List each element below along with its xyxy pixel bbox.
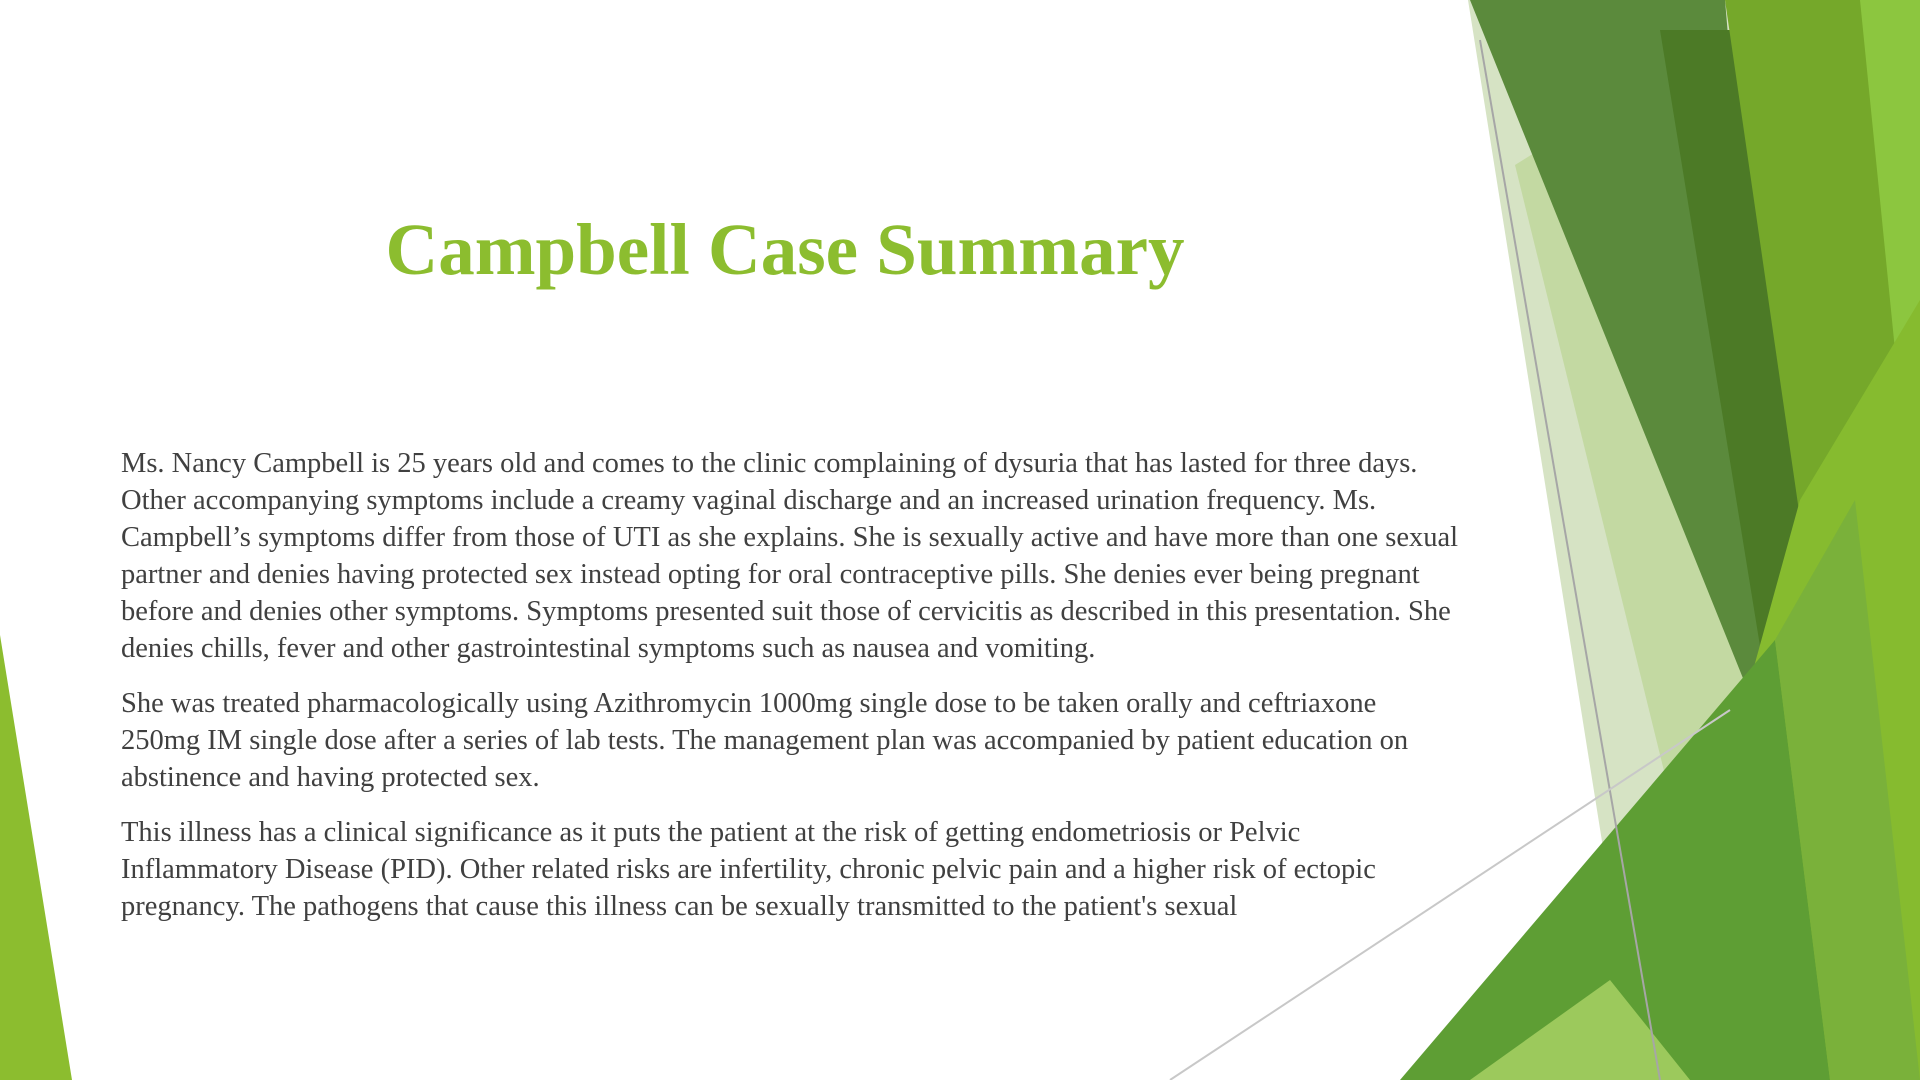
slide-body [121,445,1461,943]
slide-title: Campbell Case Summary [385,209,1185,290]
paragraph-treatment: She was treated pharmacologically using Azithromycin 1000mg single dose to be taken orally and ceftriaxone 250mg IM single dose after a series of lab tests. The management plan was accompanied by patient education on abstinence and having protected sex. [121,688,1409,793]
left-green-facet [0,635,72,1080]
paragraph-case-history: Ms. Nancy Campbell is 25 years old and comes to the clinic complaining of dysuria that has lasted for three days. Other accompanying symptoms include a creamy vaginal discharge and an increased urination frequency. Ms. Campbell’s symptoms differ from those of UTI as she explains. She is sexually active and have more than one sexual partner and denies having protected sex instead opting for oral contraceptive pills. She denies ever being pregnant before and denies other symptoms. Symptoms presented suit those of cervicitis as described in this presentation. She denies chills, fever and other gastrointestinal symptoms such as nausea and vomiting. [121,448,1459,664]
paragraph-clinical-significance: This illness has a clinical significance as it puts the patient at the risk of getting endometriosis or Pelvic Inflammatory Disease (PID). Other related risks are infertility, chronic pelvic pain and a higher risk of ectopic pregnancy. The pathogens that cause this illness can be sexually transmitted to the patient's sexual [121,817,1376,922]
